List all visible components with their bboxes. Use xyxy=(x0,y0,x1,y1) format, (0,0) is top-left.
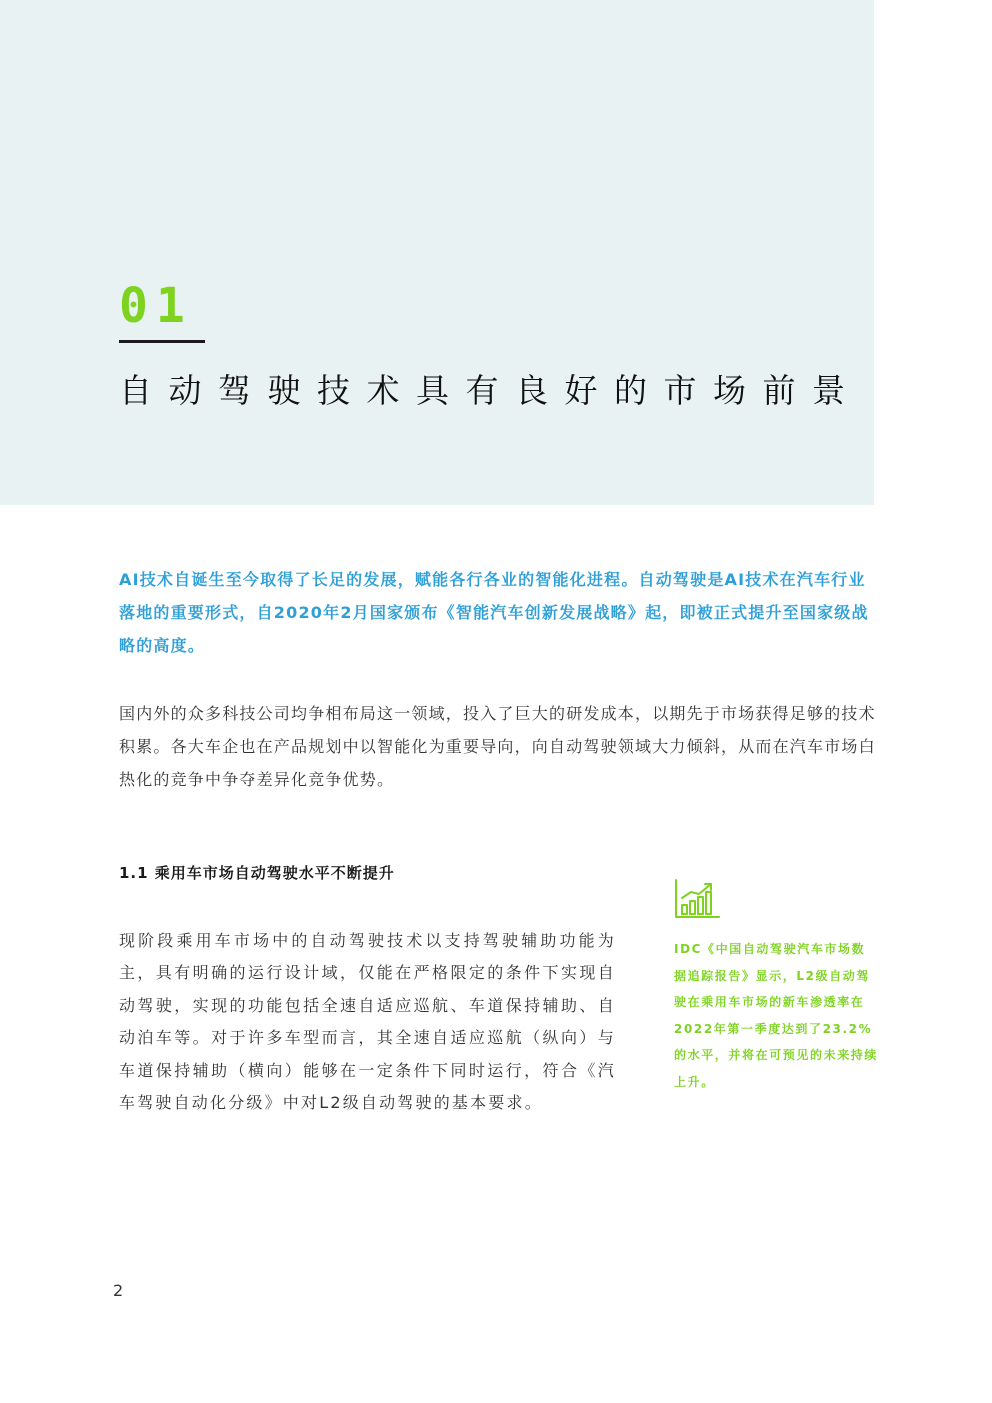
chapter-number: 01 xyxy=(119,278,193,334)
intro-lead-paragraph: AI技术自诞生至今取得了长足的发展，赋能各行各业的智能化进程。自动驾驶是AI技术在汽车行业落地的重要形式，自2020年2月国家颁布《智能汽车创新发展战略》起，即被正式提升至国家级战略的高度。 xyxy=(119,570,869,655)
sidebar-stat-note: IDC《中国自动驾驶汽车市场数据追踪报告》显示，L2级自动驾驶在乘用车市场的新车渗透率在2022年第一季度达到了23.2%的水平，并将在可预见的未来持续上升。 xyxy=(674,942,879,1089)
bar-chart-growth-icon xyxy=(673,878,721,920)
chapter-title: 自动驾驶技术具有良好的市场前景 xyxy=(119,371,862,410)
chapter-header-panel xyxy=(0,0,874,505)
section-heading: 1.1 乘用车市场自动驾驶水平不断提升 xyxy=(119,864,395,882)
page-number: 2 xyxy=(113,1281,124,1300)
intro-body-paragraph: 国内外的众多科技公司均争相布局这一领域，投入了巨大的研发成本，以期先于市场获得足够的技术积累。各大车企也在产品规划中以智能化为重要导向，向自动驾驶领域大力倾斜，从而在汽车市场白热化的竞争中争夺差异化竞争优势。 xyxy=(119,704,876,789)
chapter-divider xyxy=(119,340,205,343)
section-body-paragraph: 现阶段乘用车市场中的自动驾驶技术以支持驾驶辅助功能为主，具有明确的运行设计域，仅能在严格限定的条件下实现自动驾驶，实现的功能包括全速自适应巡航、车道保持辅助、自动泊车等。对于许多车型而言，其全速自适应巡航（纵向）与车道保持辅助（横向）能够在一定条件下同时运行，符合《汽车驾驶自动化分级》中对L2级自动驾驶的基本要求。 xyxy=(119,931,616,1113)
